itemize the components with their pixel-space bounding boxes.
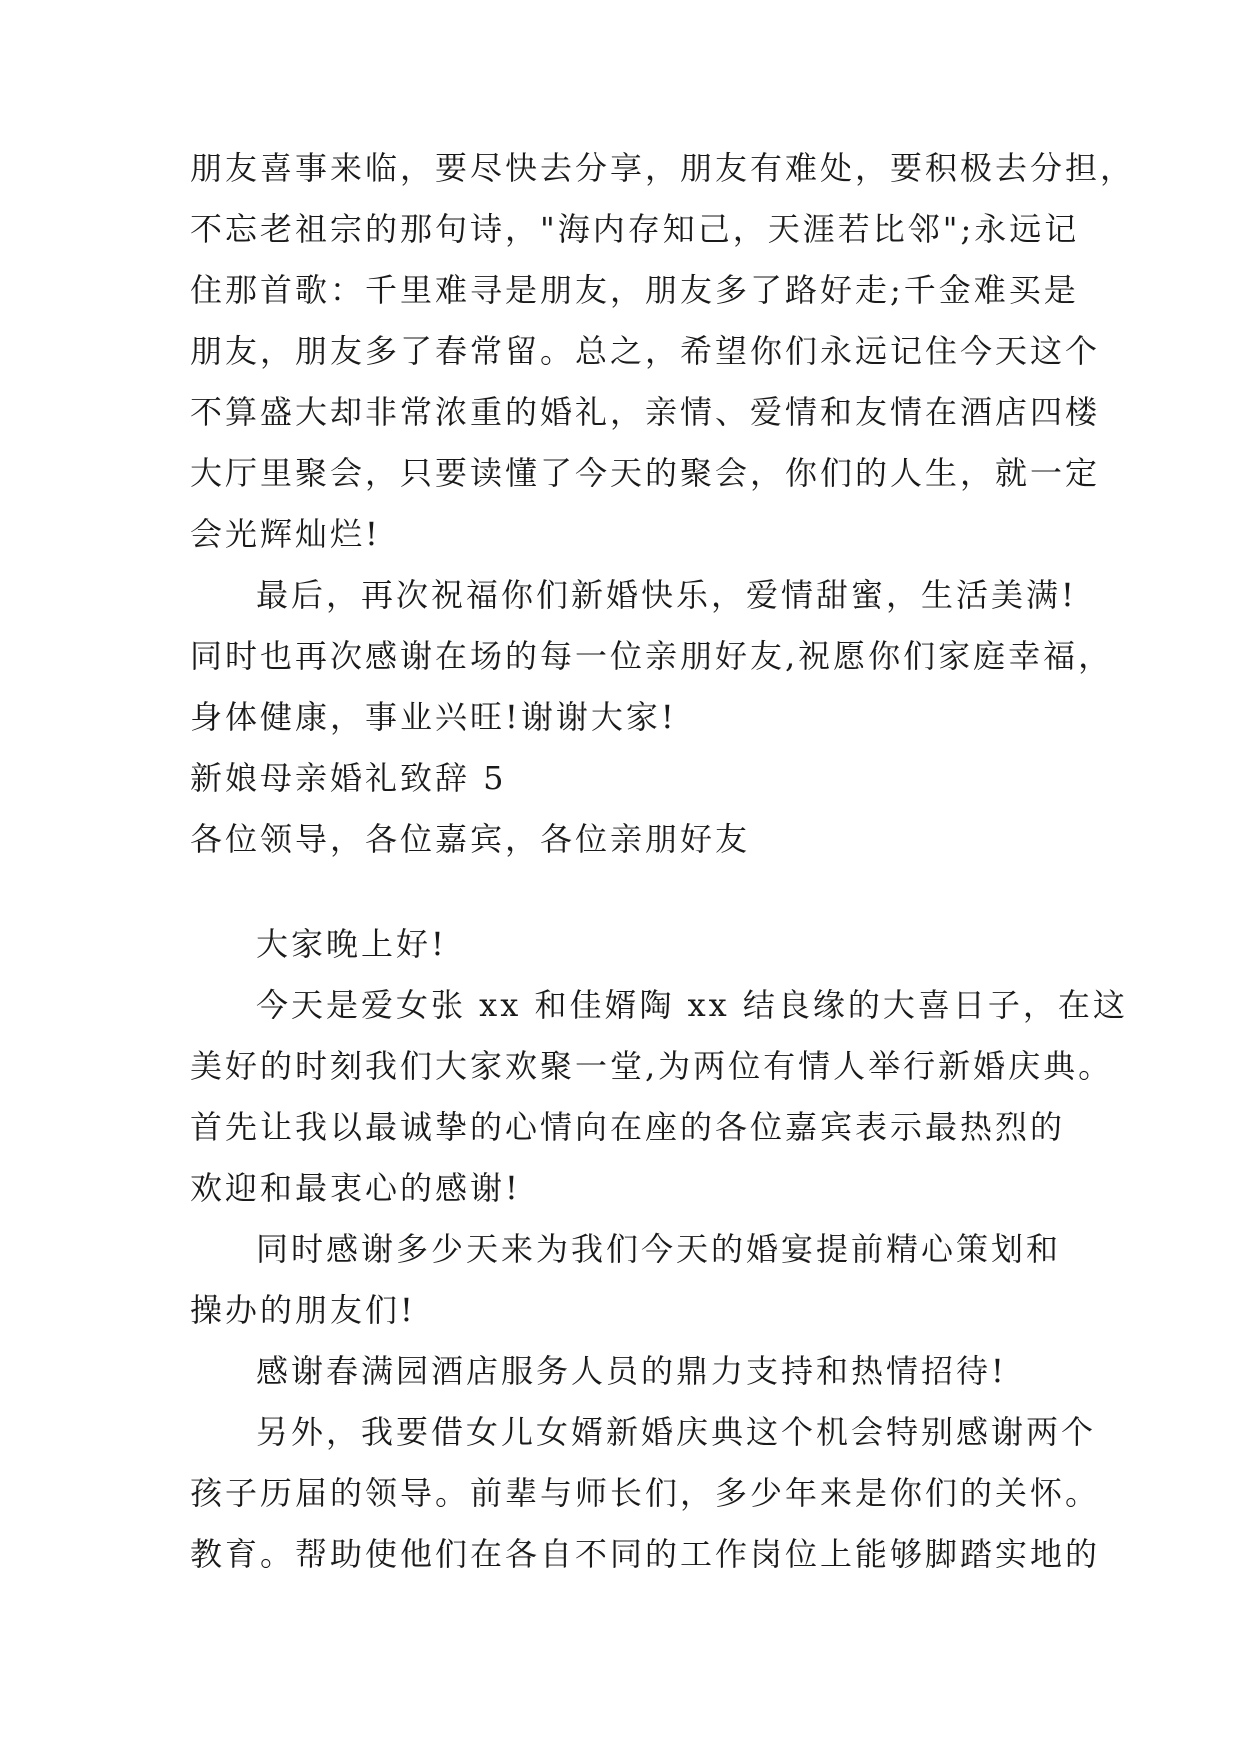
text-line: 最后，再次祝福你们新婚快乐，爱情甜蜜，生活美满! xyxy=(256,576,1077,614)
text-line: 朋友，朋友多了春常留。总之，希望你们永远记住今天这个 xyxy=(190,332,1101,370)
text-line: 不算盛大却非常浓重的婚礼，亲情、爱情和友情在酒店四楼 xyxy=(190,393,1101,431)
text-line: 同时感谢多少天来为我们今天的婚宴提前精心策划和 xyxy=(256,1230,1062,1268)
text-line: 感谢春满园酒店服务人员的鼎力支持和热情招待! xyxy=(256,1352,1007,1390)
text-line: 大家晚上好! xyxy=(256,925,447,963)
text-line: 美好的时刻我们大家欢聚一堂,为两位有情人举行新婚庆典。 xyxy=(190,1047,1114,1085)
text-line: 不忘老祖宗的那句诗，"海内存知己，天涯若比邻";永远记 xyxy=(190,210,1080,248)
text-line: 今天是爱女张 xx 和佳婿陶 xx 结良缘的大喜日子，在这 xyxy=(256,986,1128,1024)
text-line: 大厅里聚会，只要读懂了今天的聚会，你们的人生，就一定 xyxy=(190,454,1101,492)
text-line: 欢迎和最衷心的感谢! xyxy=(190,1169,521,1207)
section-title: 新娘母亲婚礼致辞 5 xyxy=(190,759,507,797)
text-line: 住那首歌：千里难寻是朋友，朋友多了路好走;千金难买是 xyxy=(190,271,1079,309)
text-line: 朋友喜事来临，要尽快去分享，朋友有难处，要积极去分担， xyxy=(190,149,1136,187)
text-line: 操办的朋友们! xyxy=(190,1291,416,1329)
text-line: 另外，我要借女儿女婿新婚庆典这个机会特别感谢两个 xyxy=(256,1413,1097,1451)
text-line: 身体健康，事业兴旺!谢谢大家! xyxy=(190,698,677,736)
text-line: 会光辉灿烂! xyxy=(190,515,381,553)
text-line: 同时也再次感谢在场的每一位亲朋好友,祝愿你们家庭幸福， xyxy=(190,637,1114,675)
text-line: 首先让我以最诚挚的心情向在座的各位嘉宾表示最热烈的 xyxy=(190,1108,1066,1146)
text-line: 孩子历届的领导。前辈与师长们，多少年来是你们的关怀。 xyxy=(190,1474,1101,1512)
text-line: 教育。帮助使他们在各自不同的工作岗位上能够脚踏实地的 xyxy=(190,1535,1101,1573)
salutation: 各位领导，各位嘉宾，各位亲朋好友 xyxy=(190,820,751,858)
